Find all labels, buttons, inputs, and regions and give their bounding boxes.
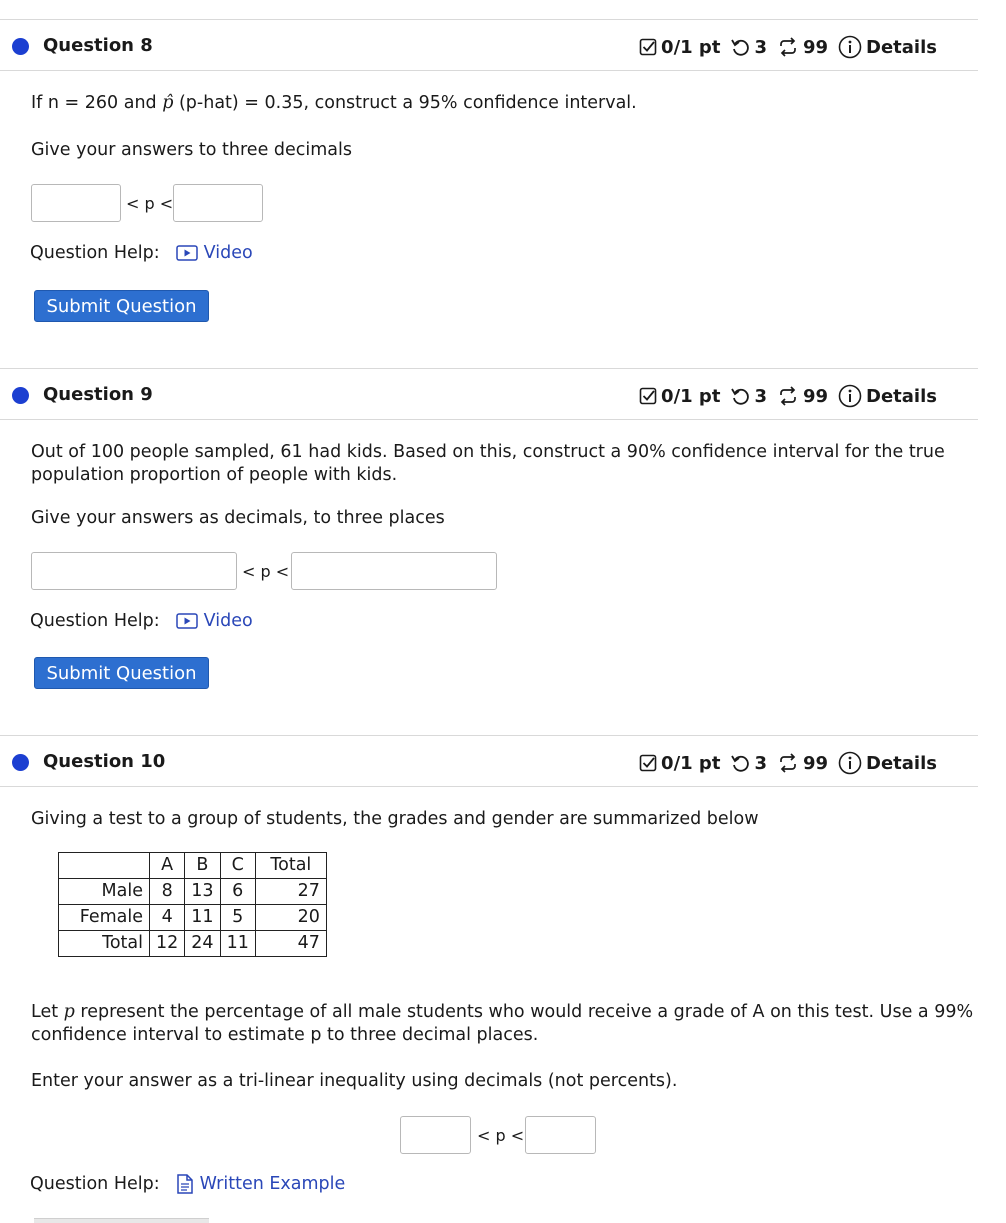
prompt-line-2: population proportion of people with kids.: [31, 465, 398, 485]
text-line-1: [31, 1001, 973, 1024]
repeat-icon: [777, 753, 799, 773]
checkbox-icon: [639, 387, 657, 405]
question-meta: [629, 751, 937, 775]
inequality-label: < p <: [477, 1126, 525, 1145]
submit-button-partial[interactable]: [34, 1218, 209, 1223]
video-link-text: Video: [203, 243, 253, 263]
upper-bound-input[interactable]: [173, 184, 263, 222]
question-prompt: Giving a test to a group of students, the grades and gender are summarized below: [31, 809, 759, 829]
status-dot-icon: [12, 38, 29, 55]
instructions: Give your answers as decimals, to three places: [31, 508, 445, 528]
video-link[interactable]: [176, 611, 253, 631]
status-dot-icon: [12, 387, 29, 404]
score-text: 0/1 pt: [661, 752, 721, 774]
phat-symbol: p̂: [162, 93, 174, 113]
question-meta: [629, 35, 937, 59]
table-cell: 20: [255, 905, 326, 931]
table-cell: Female: [59, 905, 150, 931]
score-text: 0/1 pt: [661, 36, 721, 58]
question-header: [0, 735, 978, 787]
lower-bound-input[interactable]: [31, 552, 237, 590]
attempts: [777, 386, 828, 407]
details-link[interactable]: [838, 384, 937, 408]
retries-text: 3: [754, 752, 767, 774]
text-line-2: confidence interval to estimate p to three decimal places.: [31, 1025, 539, 1045]
repeat-icon: [777, 37, 799, 57]
prompt-text: If n = 260 and: [31, 93, 163, 113]
help-label: Question Help:: [30, 243, 160, 263]
inequality-label: < p <: [126, 194, 174, 213]
retries-text: 3: [754, 36, 767, 58]
inequality-label: < p <: [242, 562, 290, 581]
table-cell: 47: [255, 931, 326, 957]
text-segment: represent the percentage of all male students who would receive a grade of A on this test. Use a 99%: [74, 1002, 974, 1022]
instructions: Enter your answer as a tri-linear inequality using decimals (not percents).: [31, 1071, 678, 1091]
table-header-row: [59, 853, 327, 879]
table-cell: 27: [255, 879, 326, 905]
undo-icon: [730, 38, 750, 56]
lower-bound-input[interactable]: [400, 1116, 471, 1154]
document-icon: [176, 1174, 194, 1194]
repeat-icon: [777, 386, 799, 406]
score: [639, 386, 720, 407]
table-cell: 8: [150, 879, 185, 905]
question-help: [30, 243, 253, 263]
prompt-text-2: (p-hat) = 0.35, construct a 95% confidence interval.: [173, 93, 637, 113]
help-label: Question Help:: [30, 611, 160, 631]
score: [639, 753, 720, 774]
details-text: Details: [866, 752, 937, 774]
table-cell: A: [150, 853, 185, 879]
question-title: Question 8: [43, 35, 153, 56]
status-dot-icon: [12, 754, 29, 771]
score-text: 0/1 pt: [661, 385, 721, 407]
help-label: Question Help:: [30, 1174, 160, 1194]
retries: [730, 37, 767, 58]
attempts-text: 99: [802, 385, 829, 407]
score: [639, 37, 720, 58]
attempts-text: 99: [802, 36, 829, 58]
table-cell: 11: [220, 931, 255, 957]
table-cell: 12: [150, 931, 185, 957]
video-icon: [176, 245, 198, 261]
submit-question-button[interactable]: Submit Question: [34, 657, 209, 689]
details-text: Details: [866, 385, 937, 407]
table-cell: [59, 853, 150, 879]
question-help: [30, 1174, 345, 1194]
video-link[interactable]: [176, 243, 253, 263]
upper-bound-input[interactable]: [525, 1116, 596, 1154]
table-cell: Male: [59, 879, 150, 905]
details-link[interactable]: [838, 751, 937, 775]
details-link[interactable]: [838, 35, 937, 59]
table-cell: B: [185, 853, 220, 879]
table-cell: 4: [150, 905, 185, 931]
table-cell: 11: [185, 905, 220, 931]
checkbox-icon: [639, 38, 657, 56]
retries-text: 3: [754, 385, 767, 407]
table-cell: 5: [220, 905, 255, 931]
attempts-text: 99: [802, 752, 829, 774]
text-segment: Let: [31, 1002, 64, 1022]
info-icon: [838, 35, 862, 59]
instructions: Give your answers to three decimals: [31, 140, 353, 160]
retries: [730, 753, 767, 774]
table-cell: C: [220, 853, 255, 879]
table-cell: 24: [185, 931, 220, 957]
undo-icon: [730, 754, 750, 772]
table-cell: Total: [255, 853, 326, 879]
retries: [730, 386, 767, 407]
table-cell: Total: [59, 931, 150, 957]
written-example-link[interactable]: [176, 1174, 346, 1194]
question-title: Question 10: [43, 751, 166, 772]
video-link-text: Video: [203, 611, 253, 631]
grades-table: [58, 852, 327, 957]
table-cell: 6: [220, 879, 255, 905]
question-header: [0, 368, 978, 420]
written-example-text: Written Example: [199, 1174, 346, 1194]
question-prompt: [31, 92, 637, 115]
question-prompt: [31, 441, 945, 487]
attempts: [777, 753, 828, 774]
question-text-2: [31, 1001, 973, 1047]
details-text: Details: [866, 36, 937, 58]
upper-bound-input[interactable]: [291, 552, 497, 590]
table-cell: 13: [185, 879, 220, 905]
table-row: [59, 905, 327, 931]
question-help: [30, 611, 253, 631]
prompt-line-1: Out of 100 people sampled, 61 had kids. Based on this, construct a 90% confidence interval for the true: [31, 442, 945, 462]
question-meta: [629, 384, 937, 408]
undo-icon: [730, 387, 750, 405]
info-icon: [838, 384, 862, 408]
attempts: [777, 37, 828, 58]
question-title: Question 9: [43, 384, 153, 405]
table-row: [59, 931, 327, 957]
video-icon: [176, 613, 198, 629]
lower-bound-input[interactable]: [31, 184, 121, 222]
submit-question-button[interactable]: Submit Question: [34, 290, 209, 322]
p-variable: p: [63, 1002, 75, 1022]
question-header: [0, 19, 978, 71]
table-row: [59, 879, 327, 905]
info-icon: [838, 751, 862, 775]
checkbox-icon: [639, 754, 657, 772]
